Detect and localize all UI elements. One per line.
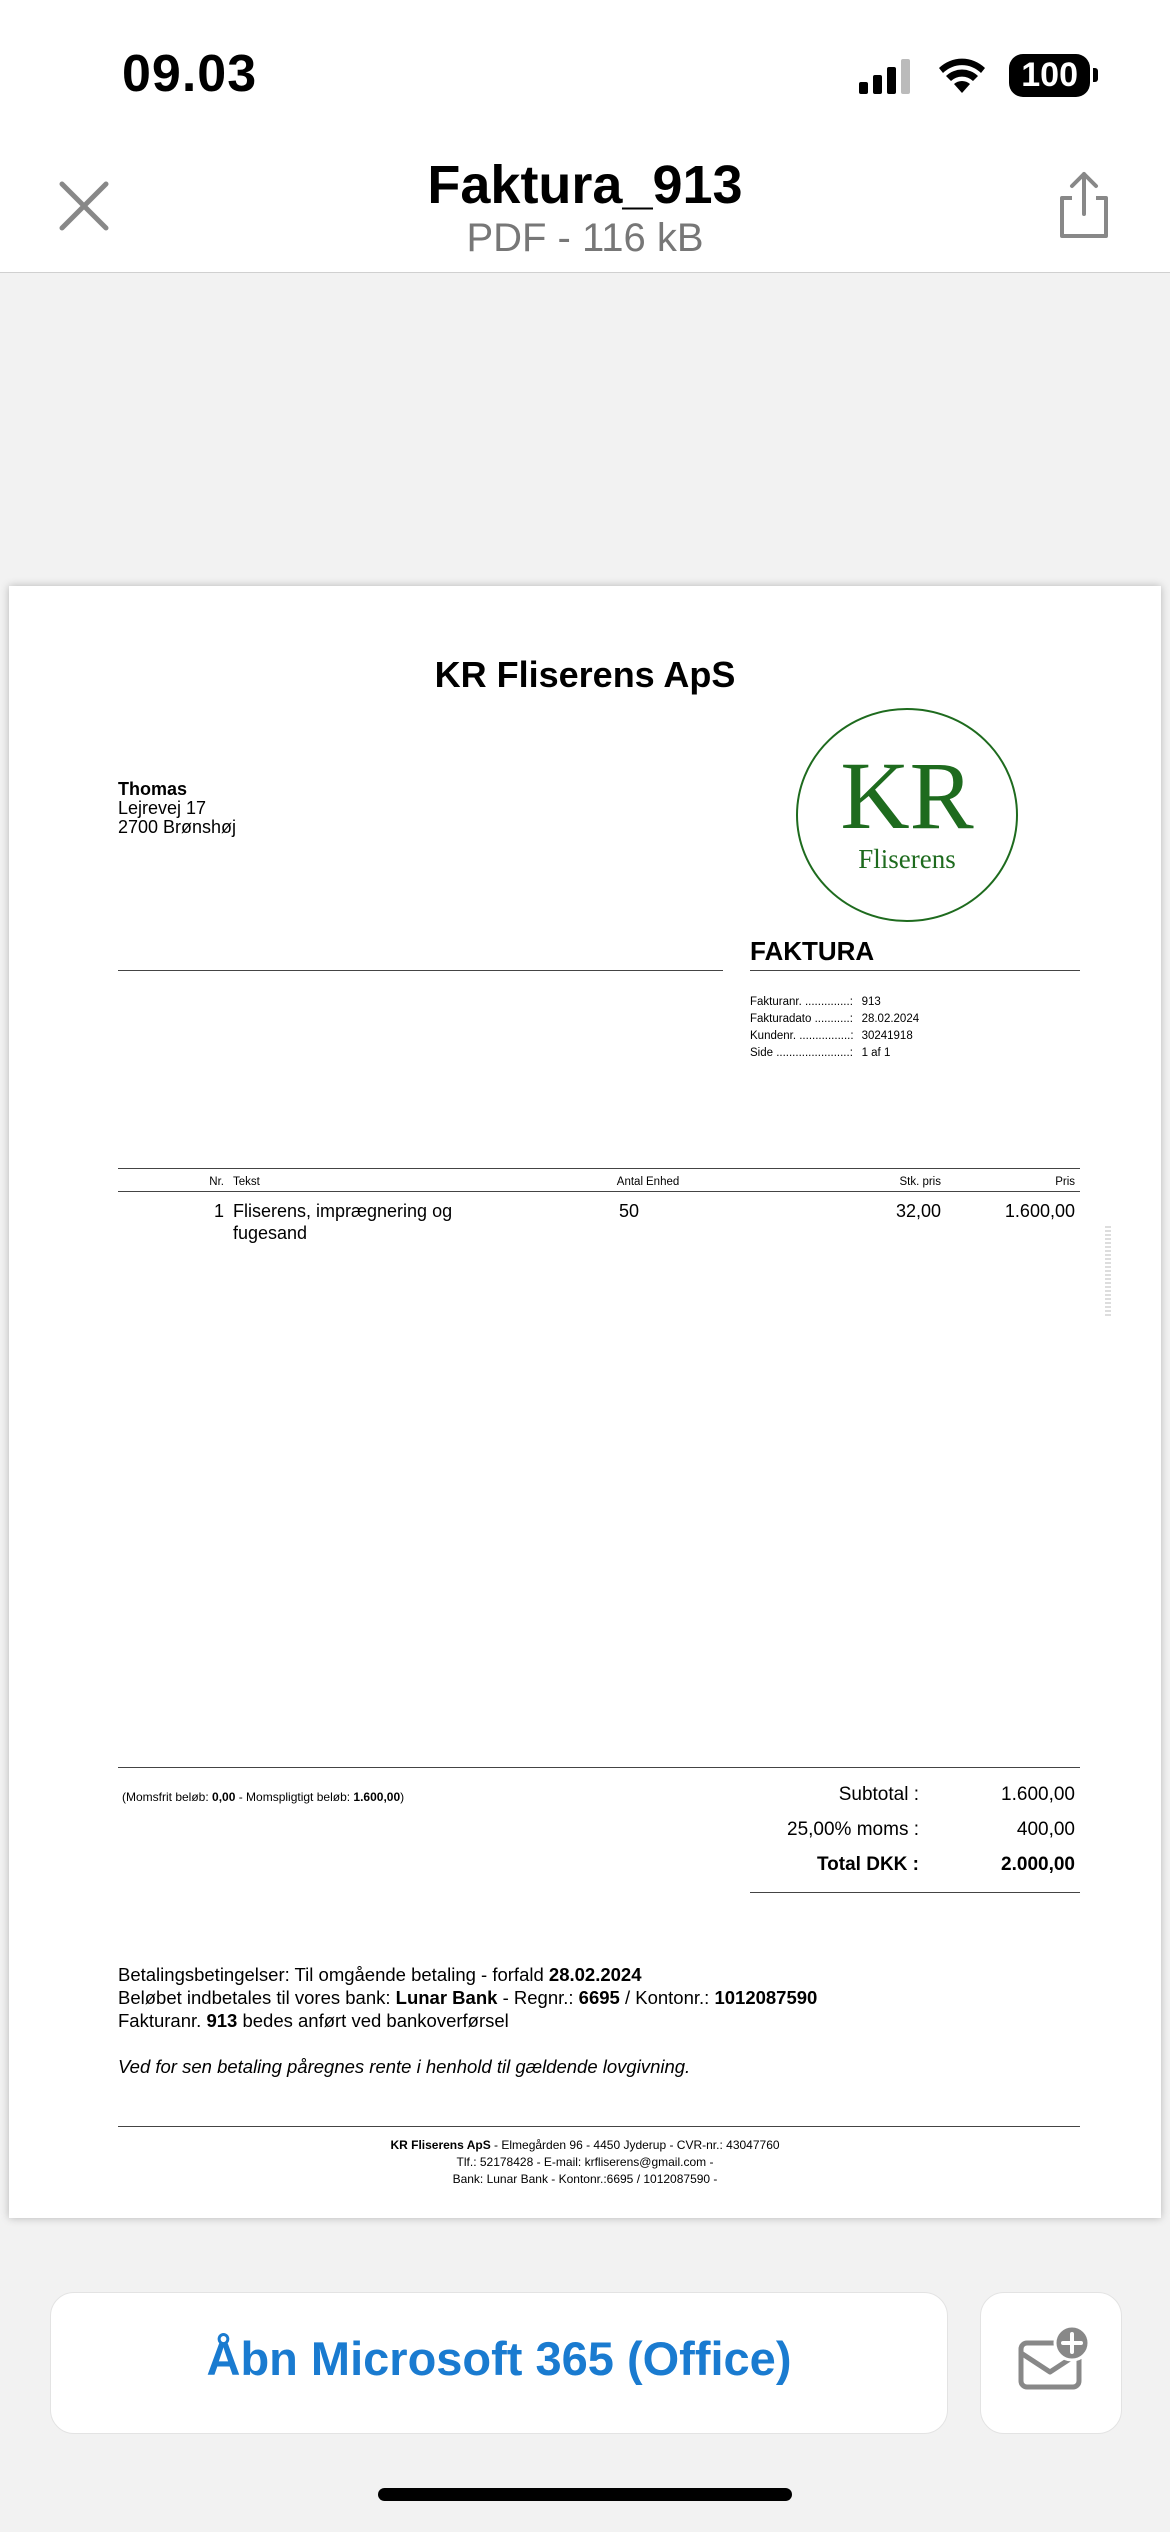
bank-name: Lunar Bank — [395, 1987, 498, 2008]
meta-label: Fakturanr. ..............: — [750, 996, 853, 1008]
document-title: Faktura_913 — [427, 155, 743, 215]
moms-note-text: ) — [400, 1790, 405, 1804]
nav-bar — [0, 140, 1170, 273]
bank-info — [118, 1987, 817, 2009]
totals-rule — [750, 1892, 1080, 1893]
meta-label: Kundenr. ................: — [750, 1030, 854, 1042]
total-label: Total DKK : — [816, 1854, 919, 1875]
invoice-number: 913 — [206, 2010, 238, 2031]
open-in-office-button[interactable] — [50, 2292, 948, 2434]
moms-free-amount: 0,00 — [212, 1790, 236, 1804]
terms-text: / Kontonr.: — [619, 1987, 715, 2008]
address-divider — [118, 970, 723, 971]
invoice-meta — [750, 994, 919, 1062]
moms-label: 25,00% moms : — [787, 1819, 919, 1840]
logo-text-small: Fliserens — [858, 844, 956, 874]
meta-value: 913 — [861, 996, 881, 1008]
reg-number: 6695 — [578, 1987, 620, 2008]
moms-note-text: - Momspligtigt beløb: — [235, 1790, 354, 1804]
mail-add-icon — [981, 2293, 1121, 2433]
line-pris: 1.600,00 — [1004, 1201, 1075, 1221]
footer-company: KR Fliserens ApS — [390, 2138, 491, 2152]
home-indicator[interactable] — [378, 2488, 792, 2501]
col-header-nr: Nr. — [209, 1176, 224, 1188]
subtotal-label: Subtotal : — [838, 1784, 919, 1805]
footer-rule — [118, 2126, 1080, 2127]
late-payment-note: Ved for sen betaling påregnes rente i henhold til gældende lovgivning. — [118, 2056, 691, 2077]
wifi-icon — [937, 57, 987, 95]
line-antal: 50 — [618, 1201, 639, 1221]
terms-text: Fakturanr. — [118, 2010, 207, 2031]
meta-value: 30241918 — [861, 1030, 913, 1042]
account-number: 1012087590 — [714, 1987, 818, 2008]
meta-row — [750, 1045, 919, 1062]
status-time: 09.03 — [122, 45, 258, 103]
meta-value: 1 af 1 — [861, 1047, 891, 1059]
pdf-page[interactable] — [9, 586, 1161, 2218]
footer-address: - Elmegården 96 - 4450 Jyderup - CVR-nr.: 43047760 — [490, 2138, 780, 2152]
doc-type-heading: FAKTURA — [750, 936, 875, 966]
table-bottom-rule — [118, 1767, 1080, 1768]
due-date: 28.02.2024 — [548, 1964, 642, 1985]
customer-street: Lejrevej 17 — [118, 798, 207, 818]
faktura-divider — [750, 970, 1080, 971]
share-icon[interactable] — [1054, 170, 1114, 240]
line-text-2: fugesand — [233, 1223, 308, 1243]
meta-label: Fakturadato ...........: — [750, 1013, 853, 1025]
signal-icon — [859, 58, 915, 94]
moms-value: 400,00 — [1016, 1819, 1075, 1840]
meta-row — [750, 994, 919, 1011]
col-header-pris: Pris — [1055, 1176, 1075, 1188]
status-icons — [859, 54, 1090, 97]
col-header-stk-pris: Stk. pris — [899, 1176, 941, 1188]
line-stk-pris: 32,00 — [895, 1201, 941, 1221]
document-subtitle: PDF - 116 kB — [466, 216, 704, 260]
col-header-enhed: Enhed — [646, 1176, 680, 1188]
meta-row — [750, 1011, 919, 1028]
meta-value: 28.02.2024 — [861, 1013, 920, 1025]
company-name: KR Fliserens ApS — [434, 654, 736, 695]
battery-icon: 100 — [1009, 54, 1090, 97]
footer-line-2: Tlf.: 52178428 - E-mail: krfliserens@gmail.com - — [456, 2155, 714, 2169]
meta-label: Side .......................: — [750, 1047, 853, 1059]
table-header-rule — [118, 1191, 1080, 1192]
col-header-tekst: Tekst — [233, 1176, 260, 1188]
total-value: 2.000,00 — [1001, 1854, 1075, 1875]
side-watermark — [1105, 1226, 1111, 1316]
customer-address — [118, 780, 236, 837]
payment-terms — [118, 1964, 642, 1986]
terms-text: Beløbet indbetales til vores bank: — [118, 1987, 396, 2008]
invoice-reference — [118, 2010, 509, 2032]
mail-add-button[interactable] — [980, 2292, 1122, 2434]
terms-text: - Regnr.: — [497, 1987, 579, 2008]
customer-name: Thomas — [118, 779, 188, 799]
moms-note-text: (Momsfrit beløb: — [122, 1790, 213, 1804]
footer-line-1 — [9, 2138, 1161, 2152]
status-bar — [0, 0, 1170, 140]
line-nr: 1 — [213, 1201, 224, 1221]
moms-liable-amount: 1.600,00 — [353, 1790, 401, 1804]
terms-text: Betalingsbetingelser: Til omgående betaling - forfald — [118, 1964, 549, 1985]
footer-line-3: Bank: Lunar Bank - Kontonr.:6695 / 1012087590 - — [452, 2172, 718, 2186]
open-in-office-label: Åbn Microsoft 365 (Office) — [206, 2332, 792, 2385]
table-top-rule — [118, 1168, 1080, 1169]
col-header-antal: Antal — [616, 1176, 643, 1188]
customer-city: 2700 Brønshøj — [118, 817, 237, 837]
company-logo — [794, 706, 1020, 924]
subtotal-value: 1.600,00 — [1001, 1784, 1075, 1805]
moms-note — [122, 1790, 404, 1804]
meta-row — [750, 1028, 919, 1045]
terms-text: bedes anført ved bankoverførsel — [237, 2010, 509, 2031]
logo-text-big: KR — [840, 742, 974, 849]
line-text-1: Fliserens, imprægnering og — [233, 1201, 453, 1221]
